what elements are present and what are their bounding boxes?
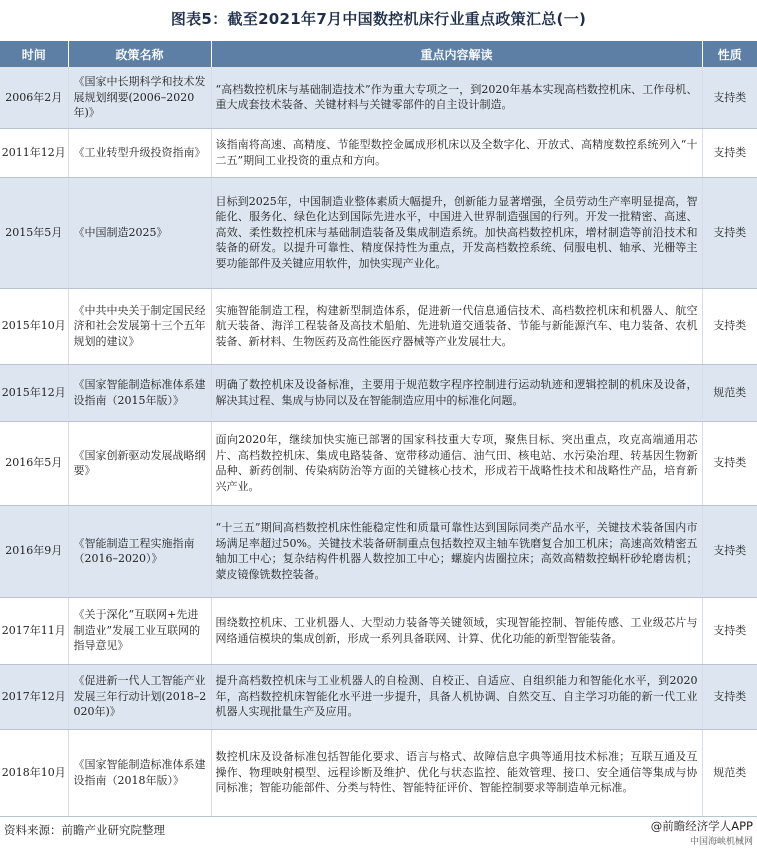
header-content: 重点内容解读 xyxy=(211,41,702,67)
cell-policy-name: 《工业转型升级投资指南》 xyxy=(68,128,211,177)
cell-content: 面向2020年，继续加快实施已部署的国家科技重大专项，聚焦目标、突出重点，攻克高端通用芯片、高档数控机床、集成电路装备、宽带移动通信、油气田、核电站、水污染治理、转基因生物新品种、新药创制、传染病防治等方面的关键核心技术，形成若干战略性技术和战略性产品，培育新兴产业。 xyxy=(211,421,702,505)
cell-nature: 支持类 xyxy=(702,288,757,364)
header-policy-name: 政策名称 xyxy=(68,41,211,67)
table-row xyxy=(0,67,757,128)
cell-nature: 规范类 xyxy=(702,364,757,421)
cell-time: 2011年12月 xyxy=(0,128,68,177)
brand-sublabel: 中国海峡机械网 xyxy=(689,837,753,847)
cell-content: 明确了数控机床及设备标准，主要用于规范数字程序控制进行运动轨迹和逻辑控制的机床及设备，解决其过程、集成与协同以及在智能制造应用中的标准化问题。 xyxy=(211,364,702,421)
table-row xyxy=(0,421,757,505)
cell-time: 2017年12月 xyxy=(0,664,68,729)
table-row xyxy=(0,288,757,364)
table-row xyxy=(0,128,757,177)
cell-nature: 支持类 xyxy=(702,421,757,505)
brand-label: @前瞻经济学人APP xyxy=(650,819,753,833)
cell-policy-name: 《中国制造2025》 xyxy=(68,177,211,288)
cell-nature: 支持类 xyxy=(702,664,757,729)
cell-time: 2015年10月 xyxy=(0,288,68,364)
cell-content: 实施智能制造工程，构建新型制造体系，促进新一代信息通信技术、高档数控机床和机器人、航空航天装备、海洋工程装备及高技术船舶、先进轨道交通装备、节能与新能源汽车、电力装备、农机装备、新材料、生物医药及高性能医疗器械等产业发展壮大。 xyxy=(211,288,702,364)
table-row xyxy=(0,364,757,421)
cell-nature: 支持类 xyxy=(702,67,757,128)
cell-policy-name: 《国家创新驱动发展战略纲要》 xyxy=(68,421,211,505)
cell-content: “高档数控机床与基础制造技术”作为重大专项之一，到2020年基本实现高档数控机床、工作母机、重大成套技术装备、关键材料与关键零部件的自主设计制造。 xyxy=(211,67,702,128)
cell-policy-name: 《智能制造工程实施指南（2016–2020）》 xyxy=(68,505,211,597)
cell-policy-name: 《关于深化“互联网+先进制造业”发展工业互联网的指导意见》 xyxy=(68,597,211,664)
cell-policy-name: 《中共中央关于制定国民经济和社会发展第十三个五年规划的建议》 xyxy=(68,288,211,364)
cell-policy-name: 《国家中长期科学和技术发展规划纲要(2006–2020年)》 xyxy=(68,67,211,128)
header-time: 时间 xyxy=(0,41,68,67)
cell-time: 2015年5月 xyxy=(0,177,68,288)
cell-content: 提升高档数控机床与工业机器人的自检测、自校正、自适应、自组织能力和智能化水平，到2020年，高档数控机床智能化水平进一步提升，具备人机协调、自然交互、自主学习功能的新一代工业机器人实现批量生产及应用。 xyxy=(211,664,702,729)
cell-nature: 支持类 xyxy=(702,177,757,288)
cell-nature: 支持类 xyxy=(702,128,757,177)
source-note: 资料来源：前瞻产业研究院整理 xyxy=(4,823,165,837)
cell-time: 2015年12月 xyxy=(0,364,68,421)
table-row xyxy=(0,597,757,664)
cell-time: 2017年11月 xyxy=(0,597,68,664)
cell-time: 2006年2月 xyxy=(0,67,68,128)
cell-nature: 规范类 xyxy=(702,729,757,816)
cell-time: 2016年5月 xyxy=(0,421,68,505)
cell-policy-name: 《促进新一代人工智能产业发展三年行动计划(2018–2020年)》 xyxy=(68,664,211,729)
cell-time: 2016年9月 xyxy=(0,505,68,597)
cell-content: “十三五”期间高档数控机床性能稳定性和质量可靠性达到国际同类产品水平，关键技术装备国内市场满足率超过50%。关键技术装备研制重点包括数控双主轴车铣磨复合加工机床；高速高效精密五轴加工中心；复杂结构件机器人数控加工中心；螺旋内齿圈拉床；高效高精数控蜗杆砂轮磨齿机；蒙皮镜像铣数控装备。 xyxy=(211,505,702,597)
page-title: 图表5：截至2021年7月中国数控机床行业重点政策汇总(一) xyxy=(170,10,587,28)
cell-content: 该指南将高速、高精度、节能型数控金属成形机床以及全数字化、开放式、高精度数控系统列入“十二五”期间工业投资的重点和方向。 xyxy=(211,128,702,177)
cell-time: 2018年10月 xyxy=(0,729,68,816)
table-row xyxy=(0,505,757,597)
table-header-row xyxy=(0,41,757,67)
cell-policy-name: 《国家智能制造标准体系建设指南（2015年版）》 xyxy=(68,364,211,421)
cell-content: 数控机床及设备标准包括智能化要求、语言与格式、故障信息字典等通用技术标准；互联互通及互操作、物理映射模型、远程诊断及维护、优化与状态监控、能效管理、接口、安全通信等集成与协同标准；智能功能部件、分类与特性、智能特征评价、智能控制要求等制造单元标准。 xyxy=(211,729,702,816)
header-nature: 性质 xyxy=(702,41,757,67)
cell-nature: 支持类 xyxy=(702,597,757,664)
cell-policy-name: 《国家智能制造标准体系建设指南（2018年版）》 xyxy=(68,729,211,816)
brand-block xyxy=(651,818,753,847)
table-row xyxy=(0,177,757,288)
policy-table xyxy=(0,41,757,817)
cell-nature: 支持类 xyxy=(702,505,757,597)
cell-content: 围绕数控机床、工业机器人、大型动力装备等关键领域，实现智能控制、智能传感、工业级芯片与网络通信模块的集成创新，形成一系列具备联网、计算、优化功能的新型智能装备。 xyxy=(211,597,702,664)
cell-content: 目标到2025年，中国制造业整体素质大幅提升，创新能力显著增强，全员劳动生产率明显提高，智能化、服务化、绿色化达到国际先进水平，中国进入世界制造强国的行列。开发一批精密、高速、高效、柔性数控机床与基础制造装备及集成制造系统。加快高档数控机床，增材制造等前沿技术和装备的研发。以提升可靠性、精度保持性为重点，开发高档数控系统、伺服电机、轴承、光栅等主要功能部件及关键应用软件，加快实现产业化。 xyxy=(211,177,702,288)
table-row xyxy=(0,729,757,816)
table-row xyxy=(0,664,757,729)
